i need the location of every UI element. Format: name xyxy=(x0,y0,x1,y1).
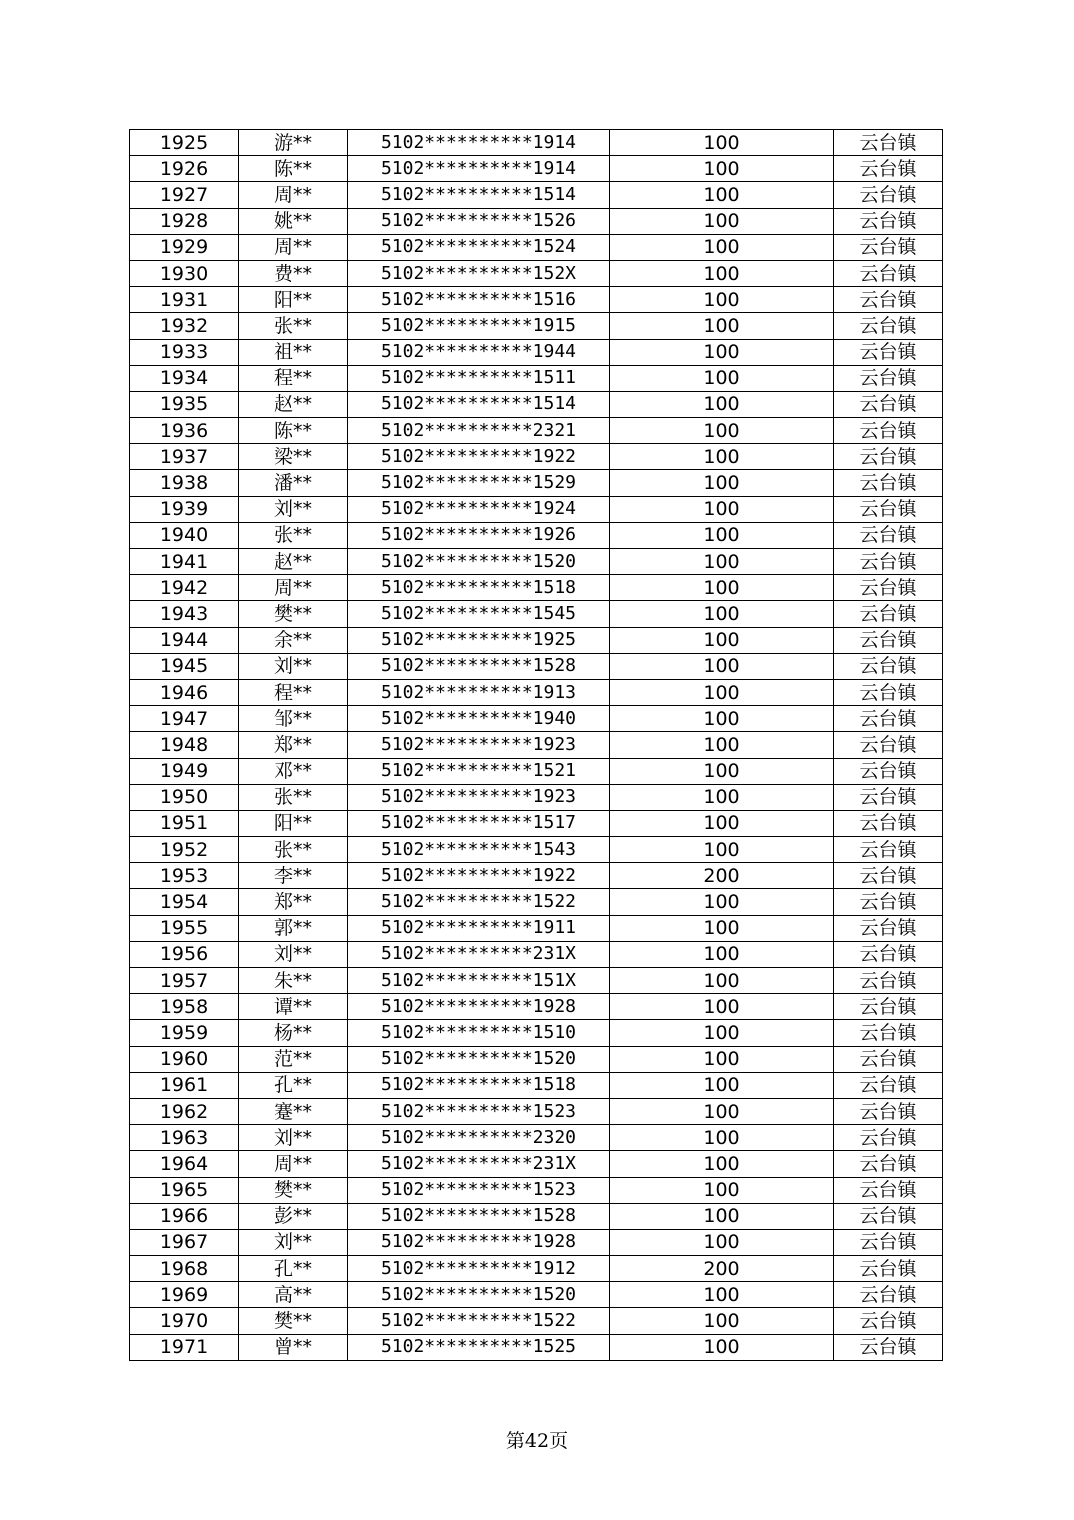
cell-amount: 100 xyxy=(610,627,834,653)
cell-name: 刘** xyxy=(239,496,348,522)
cell-serial-number: 1938 xyxy=(130,470,239,496)
cell-name: 刘** xyxy=(239,1125,348,1151)
table-row xyxy=(130,1256,943,1282)
cell-town: 云台镇 xyxy=(834,627,943,653)
table-row xyxy=(130,837,943,863)
cell-name: 周** xyxy=(239,182,348,208)
cell-serial-number: 1946 xyxy=(130,679,239,705)
cell-town: 云台镇 xyxy=(834,889,943,915)
cell-amount: 100 xyxy=(610,365,834,391)
cell-town: 云台镇 xyxy=(834,418,943,444)
cell-name: 潘** xyxy=(239,470,348,496)
cell-name: 郑** xyxy=(239,732,348,758)
table-row xyxy=(130,706,943,732)
cell-amount: 100 xyxy=(610,1334,834,1360)
table-row xyxy=(130,784,943,810)
cell-id-number: 5102**********1923 xyxy=(348,732,610,758)
cell-amount: 100 xyxy=(610,706,834,732)
cell-serial-number: 1930 xyxy=(130,260,239,286)
cell-town: 云台镇 xyxy=(834,1020,943,1046)
cell-serial-number: 1955 xyxy=(130,915,239,941)
cell-town: 云台镇 xyxy=(834,313,943,339)
cell-id-number: 5102**********1528 xyxy=(348,653,610,679)
cell-serial-number: 1926 xyxy=(130,156,239,182)
cell-serial-number: 1962 xyxy=(130,1098,239,1124)
cell-id-number: 5102**********151X xyxy=(348,968,610,994)
cell-name: 赵** xyxy=(239,549,348,575)
table-row xyxy=(130,260,943,286)
cell-id-number: 5102**********1526 xyxy=(348,208,610,234)
cell-id-number: 5102**********1529 xyxy=(348,470,610,496)
cell-serial-number: 1945 xyxy=(130,653,239,679)
table-row xyxy=(130,915,943,941)
table-row xyxy=(130,1125,943,1151)
cell-amount: 100 xyxy=(610,522,834,548)
cell-serial-number: 1949 xyxy=(130,758,239,784)
cell-serial-number: 1929 xyxy=(130,234,239,260)
cell-id-number: 5102**********1521 xyxy=(348,758,610,784)
cell-town: 云台镇 xyxy=(834,653,943,679)
cell-amount: 100 xyxy=(610,1308,834,1334)
cell-town: 云台镇 xyxy=(834,994,943,1020)
cell-name: 孔** xyxy=(239,1072,348,1098)
cell-town: 云台镇 xyxy=(834,679,943,705)
data-table xyxy=(129,129,943,1361)
cell-id-number: 5102**********1944 xyxy=(348,339,610,365)
cell-id-number: 5102**********231X xyxy=(348,1151,610,1177)
cell-name: 樊** xyxy=(239,1177,348,1203)
cell-id-number: 5102**********1517 xyxy=(348,810,610,836)
cell-name: 赵** xyxy=(239,391,348,417)
cell-serial-number: 1964 xyxy=(130,1151,239,1177)
table-row xyxy=(130,418,943,444)
cell-id-number: 5102**********1913 xyxy=(348,679,610,705)
table-row xyxy=(130,522,943,548)
cell-id-number: 5102**********1528 xyxy=(348,1203,610,1229)
cell-id-number: 5102**********1516 xyxy=(348,287,610,313)
table-row xyxy=(130,575,943,601)
cell-town: 云台镇 xyxy=(834,575,943,601)
table-row xyxy=(130,889,943,915)
cell-town: 云台镇 xyxy=(834,1046,943,1072)
cell-serial-number: 1956 xyxy=(130,941,239,967)
cell-name: 彭** xyxy=(239,1203,348,1229)
cell-serial-number: 1967 xyxy=(130,1229,239,1255)
table-row xyxy=(130,941,943,967)
cell-id-number: 5102**********1928 xyxy=(348,994,610,1020)
cell-amount: 100 xyxy=(610,260,834,286)
cell-serial-number: 1933 xyxy=(130,339,239,365)
table-row xyxy=(130,339,943,365)
cell-name: 邹** xyxy=(239,706,348,732)
cell-serial-number: 1936 xyxy=(130,418,239,444)
cell-town: 云台镇 xyxy=(834,1282,943,1308)
cell-name: 谭** xyxy=(239,994,348,1020)
cell-serial-number: 1957 xyxy=(130,968,239,994)
cell-amount: 100 xyxy=(610,837,834,863)
cell-town: 云台镇 xyxy=(834,915,943,941)
cell-id-number: 5102**********1520 xyxy=(348,1282,610,1308)
cell-serial-number: 1953 xyxy=(130,863,239,889)
cell-id-number: 5102**********1925 xyxy=(348,627,610,653)
cell-serial-number: 1935 xyxy=(130,391,239,417)
cell-town: 云台镇 xyxy=(834,784,943,810)
cell-serial-number: 1931 xyxy=(130,287,239,313)
cell-serial-number: 1951 xyxy=(130,810,239,836)
cell-id-number: 5102**********1523 xyxy=(348,1098,610,1124)
cell-id-number: 5102**********1523 xyxy=(348,1177,610,1203)
cell-serial-number: 1968 xyxy=(130,1256,239,1282)
cell-name: 游** xyxy=(239,130,348,156)
table-row xyxy=(130,1151,943,1177)
table-row xyxy=(130,470,943,496)
cell-serial-number: 1947 xyxy=(130,706,239,732)
table-row xyxy=(130,156,943,182)
table-row xyxy=(130,1046,943,1072)
cell-name: 郑** xyxy=(239,889,348,915)
cell-serial-number: 1939 xyxy=(130,496,239,522)
cell-name: 范** xyxy=(239,1046,348,1072)
table-row xyxy=(130,810,943,836)
cell-name: 余** xyxy=(239,627,348,653)
table-row xyxy=(130,1072,943,1098)
cell-name: 孔** xyxy=(239,1256,348,1282)
cell-serial-number: 1952 xyxy=(130,837,239,863)
cell-serial-number: 1950 xyxy=(130,784,239,810)
cell-serial-number: 1960 xyxy=(130,1046,239,1072)
cell-serial-number: 1969 xyxy=(130,1282,239,1308)
cell-name: 陈** xyxy=(239,156,348,182)
table-row xyxy=(130,863,943,889)
cell-name: 刘** xyxy=(239,1229,348,1255)
cell-id-number: 5102**********1914 xyxy=(348,130,610,156)
cell-town: 云台镇 xyxy=(834,863,943,889)
cell-amount: 100 xyxy=(610,182,834,208)
cell-serial-number: 1940 xyxy=(130,522,239,548)
cell-serial-number: 1961 xyxy=(130,1072,239,1098)
cell-serial-number: 1927 xyxy=(130,182,239,208)
cell-id-number: 5102**********1924 xyxy=(348,496,610,522)
cell-amount: 100 xyxy=(610,968,834,994)
cell-town: 云台镇 xyxy=(834,758,943,784)
cell-serial-number: 1959 xyxy=(130,1020,239,1046)
cell-amount: 100 xyxy=(610,391,834,417)
cell-amount: 100 xyxy=(610,889,834,915)
cell-serial-number: 1937 xyxy=(130,444,239,470)
cell-amount: 100 xyxy=(610,313,834,339)
table-row xyxy=(130,601,943,627)
cell-id-number: 5102**********1514 xyxy=(348,391,610,417)
cell-amount: 100 xyxy=(610,549,834,575)
table-row xyxy=(130,732,943,758)
table-row xyxy=(130,968,943,994)
cell-amount: 100 xyxy=(610,915,834,941)
cell-serial-number: 1925 xyxy=(130,130,239,156)
cell-id-number: 5102**********1511 xyxy=(348,365,610,391)
cell-town: 云台镇 xyxy=(834,941,943,967)
cell-name: 费** xyxy=(239,260,348,286)
cell-id-number: 5102**********1525 xyxy=(348,1334,610,1360)
cell-id-number: 5102**********1926 xyxy=(348,522,610,548)
cell-amount: 100 xyxy=(610,784,834,810)
cell-town: 云台镇 xyxy=(834,1098,943,1124)
cell-town: 云台镇 xyxy=(834,182,943,208)
cell-name: 阳** xyxy=(239,810,348,836)
table-row xyxy=(130,234,943,260)
cell-serial-number: 1954 xyxy=(130,889,239,915)
cell-amount: 100 xyxy=(610,418,834,444)
cell-town: 云台镇 xyxy=(834,1256,943,1282)
cell-amount: 100 xyxy=(610,810,834,836)
cell-name: 周** xyxy=(239,575,348,601)
table-body xyxy=(130,130,943,1361)
cell-id-number: 5102**********1514 xyxy=(348,182,610,208)
cell-amount: 100 xyxy=(610,994,834,1020)
cell-amount: 100 xyxy=(610,287,834,313)
table-row xyxy=(130,1229,943,1255)
cell-town: 云台镇 xyxy=(834,391,943,417)
cell-name: 郭** xyxy=(239,915,348,941)
cell-town: 云台镇 xyxy=(834,1308,943,1334)
table-row xyxy=(130,130,943,156)
cell-name: 周** xyxy=(239,1151,348,1177)
cell-name: 张** xyxy=(239,313,348,339)
cell-id-number: 5102**********1940 xyxy=(348,706,610,732)
cell-amount: 100 xyxy=(610,653,834,679)
cell-serial-number: 1948 xyxy=(130,732,239,758)
cell-serial-number: 1966 xyxy=(130,1203,239,1229)
cell-amount: 100 xyxy=(610,1177,834,1203)
table-row xyxy=(130,1177,943,1203)
cell-serial-number: 1941 xyxy=(130,549,239,575)
cell-name: 程** xyxy=(239,365,348,391)
table-row xyxy=(130,182,943,208)
cell-id-number: 5102**********1518 xyxy=(348,575,610,601)
cell-town: 云台镇 xyxy=(834,470,943,496)
cell-id-number: 5102**********1518 xyxy=(348,1072,610,1098)
cell-name: 陈** xyxy=(239,418,348,444)
cell-name: 张** xyxy=(239,784,348,810)
cell-town: 云台镇 xyxy=(834,287,943,313)
table-row xyxy=(130,496,943,522)
cell-town: 云台镇 xyxy=(834,1334,943,1360)
cell-amount: 100 xyxy=(610,1072,834,1098)
table-row xyxy=(130,1020,943,1046)
table-row xyxy=(130,627,943,653)
cell-town: 云台镇 xyxy=(834,1151,943,1177)
cell-id-number: 5102**********1914 xyxy=(348,156,610,182)
cell-id-number: 5102**********1543 xyxy=(348,837,610,863)
cell-id-number: 5102**********1928 xyxy=(348,1229,610,1255)
cell-amount: 100 xyxy=(610,941,834,967)
cell-town: 云台镇 xyxy=(834,130,943,156)
cell-amount: 100 xyxy=(610,1203,834,1229)
cell-id-number: 5102**********1912 xyxy=(348,1256,610,1282)
table-row xyxy=(130,1282,943,1308)
cell-amount: 100 xyxy=(610,1282,834,1308)
table-row xyxy=(130,1308,943,1334)
cell-name: 程** xyxy=(239,679,348,705)
cell-serial-number: 1932 xyxy=(130,313,239,339)
cell-amount: 100 xyxy=(610,234,834,260)
cell-name: 张** xyxy=(239,837,348,863)
cell-amount: 100 xyxy=(610,156,834,182)
cell-name: 樊** xyxy=(239,1308,348,1334)
cell-serial-number: 1943 xyxy=(130,601,239,627)
table-row xyxy=(130,994,943,1020)
cell-id-number: 5102**********1545 xyxy=(348,601,610,627)
cell-id-number: 5102**********152X xyxy=(348,260,610,286)
cell-name: 邓** xyxy=(239,758,348,784)
cell-town: 云台镇 xyxy=(834,810,943,836)
cell-town: 云台镇 xyxy=(834,1072,943,1098)
cell-town: 云台镇 xyxy=(834,208,943,234)
table-row xyxy=(130,1334,943,1360)
table-row xyxy=(130,1098,943,1124)
cell-serial-number: 1958 xyxy=(130,994,239,1020)
cell-amount: 200 xyxy=(610,1256,834,1282)
cell-town: 云台镇 xyxy=(834,1177,943,1203)
cell-id-number: 5102**********1923 xyxy=(348,784,610,810)
cell-id-number: 5102**********2320 xyxy=(348,1125,610,1151)
cell-name: 曾** xyxy=(239,1334,348,1360)
table-row xyxy=(130,365,943,391)
cell-name: 朱** xyxy=(239,968,348,994)
cell-id-number: 5102**********1911 xyxy=(348,915,610,941)
cell-serial-number: 1928 xyxy=(130,208,239,234)
cell-town: 云台镇 xyxy=(834,234,943,260)
cell-name: 祖** xyxy=(239,339,348,365)
cell-town: 云台镇 xyxy=(834,1229,943,1255)
cell-amount: 100 xyxy=(610,1098,834,1124)
cell-town: 云台镇 xyxy=(834,1125,943,1151)
cell-amount: 100 xyxy=(610,758,834,784)
cell-name: 刘** xyxy=(239,941,348,967)
cell-amount: 100 xyxy=(610,601,834,627)
cell-town: 云台镇 xyxy=(834,260,943,286)
cell-name: 蹇** xyxy=(239,1098,348,1124)
cell-amount: 100 xyxy=(610,1229,834,1255)
cell-serial-number: 1944 xyxy=(130,627,239,653)
cell-serial-number: 1942 xyxy=(130,575,239,601)
cell-serial-number: 1971 xyxy=(130,1334,239,1360)
cell-town: 云台镇 xyxy=(834,496,943,522)
cell-amount: 100 xyxy=(610,1151,834,1177)
table-row xyxy=(130,549,943,575)
table-row xyxy=(130,287,943,313)
cell-town: 云台镇 xyxy=(834,706,943,732)
cell-id-number: 5102**********1520 xyxy=(348,549,610,575)
cell-serial-number: 1970 xyxy=(130,1308,239,1334)
cell-town: 云台镇 xyxy=(834,601,943,627)
cell-serial-number: 1963 xyxy=(130,1125,239,1151)
cell-town: 云台镇 xyxy=(834,549,943,575)
table-row xyxy=(130,444,943,470)
cell-amount: 100 xyxy=(610,575,834,601)
cell-town: 云台镇 xyxy=(834,837,943,863)
cell-serial-number: 1965 xyxy=(130,1177,239,1203)
cell-town: 云台镇 xyxy=(834,968,943,994)
cell-id-number: 5102**********1524 xyxy=(348,234,610,260)
cell-name: 阳** xyxy=(239,287,348,313)
cell-town: 云台镇 xyxy=(834,522,943,548)
cell-town: 云台镇 xyxy=(834,365,943,391)
table-row xyxy=(130,1203,943,1229)
cell-town: 云台镇 xyxy=(834,444,943,470)
table-row xyxy=(130,653,943,679)
cell-name: 梁** xyxy=(239,444,348,470)
table-row xyxy=(130,391,943,417)
table-row xyxy=(130,313,943,339)
cell-amount: 200 xyxy=(610,863,834,889)
cell-amount: 100 xyxy=(610,444,834,470)
cell-id-number: 5102**********1510 xyxy=(348,1020,610,1046)
cell-amount: 100 xyxy=(610,1020,834,1046)
cell-name: 高** xyxy=(239,1282,348,1308)
table-row xyxy=(130,208,943,234)
cell-name: 刘** xyxy=(239,653,348,679)
cell-amount: 100 xyxy=(610,470,834,496)
cell-name: 樊** xyxy=(239,601,348,627)
cell-town: 云台镇 xyxy=(834,339,943,365)
cell-amount: 100 xyxy=(610,1125,834,1151)
table-row xyxy=(130,679,943,705)
cell-town: 云台镇 xyxy=(834,156,943,182)
cell-id-number: 5102**********2321 xyxy=(348,418,610,444)
cell-id-number: 5102**********1915 xyxy=(348,313,610,339)
cell-town: 云台镇 xyxy=(834,1203,943,1229)
table-row xyxy=(130,758,943,784)
cell-id-number: 5102**********1522 xyxy=(348,1308,610,1334)
page-number: 第42页 xyxy=(505,1430,569,1452)
cell-serial-number: 1934 xyxy=(130,365,239,391)
cell-amount: 100 xyxy=(610,208,834,234)
cell-id-number: 5102**********231X xyxy=(348,941,610,967)
cell-id-number: 5102**********1522 xyxy=(348,889,610,915)
cell-amount: 100 xyxy=(610,130,834,156)
cell-id-number: 5102**********1520 xyxy=(348,1046,610,1072)
cell-id-number: 5102**********1922 xyxy=(348,444,610,470)
cell-name: 李** xyxy=(239,863,348,889)
cell-town: 云台镇 xyxy=(834,732,943,758)
cell-name: 周** xyxy=(239,234,348,260)
cell-amount: 100 xyxy=(610,496,834,522)
cell-amount: 100 xyxy=(610,339,834,365)
cell-amount: 100 xyxy=(610,732,834,758)
cell-amount: 100 xyxy=(610,679,834,705)
cell-id-number: 5102**********1922 xyxy=(348,863,610,889)
cell-name: 张** xyxy=(239,522,348,548)
cell-name: 姚** xyxy=(239,208,348,234)
cell-amount: 100 xyxy=(610,1046,834,1072)
cell-name: 杨** xyxy=(239,1020,348,1046)
